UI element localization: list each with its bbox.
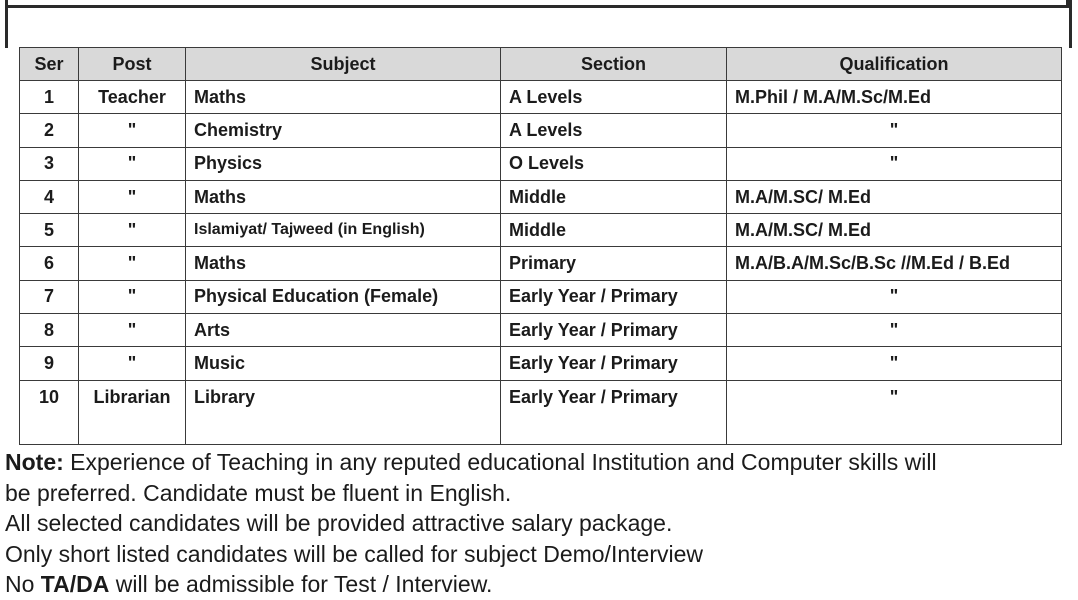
cell-subject: Maths bbox=[186, 180, 501, 213]
tada-suffix: will be admissible for Test / Interview. bbox=[109, 571, 493, 597]
cell-post: Librarian bbox=[79, 380, 186, 444]
cell-subject: Library bbox=[186, 380, 501, 444]
cell-ser: 4 bbox=[20, 180, 79, 213]
cell-section: Early Year / Primary bbox=[501, 280, 727, 313]
cell-section: A Levels bbox=[501, 81, 727, 114]
header-subject: Subject bbox=[186, 48, 501, 81]
header-qualification: Qualification bbox=[727, 48, 1062, 81]
header-ser: Ser bbox=[20, 48, 79, 81]
table-row bbox=[20, 147, 1062, 180]
cell-ser: 9 bbox=[20, 347, 79, 380]
cell-post: " bbox=[79, 280, 186, 313]
cell-qualification: M.A/M.SC/ M.Ed bbox=[727, 214, 1062, 247]
note-text-line1: Experience of Teaching in any reputed educational Institution and Computer skills will bbox=[63, 449, 937, 475]
cell-post: " bbox=[79, 247, 186, 280]
cell-subject: Music bbox=[186, 347, 501, 380]
table-row bbox=[20, 114, 1062, 147]
cell-subject: Islamiyat/ Tajweed (in English) bbox=[186, 214, 501, 247]
header-post: Post bbox=[79, 48, 186, 81]
cell-subject: Physics bbox=[186, 147, 501, 180]
cell-subject: Arts bbox=[186, 314, 501, 347]
cell-qualification: M.A/M.SC/ M.Ed bbox=[727, 180, 1062, 213]
table-header-row bbox=[20, 48, 1062, 81]
table-row bbox=[20, 347, 1062, 380]
shortlist-note: Only short listed candidates will be called for subject Demo/Interview bbox=[5, 540, 703, 567]
cell-ser: 7 bbox=[20, 280, 79, 313]
cell-section: Middle bbox=[501, 214, 727, 247]
cell-section: O Levels bbox=[501, 147, 727, 180]
table-row bbox=[20, 247, 1062, 280]
cell-post: " bbox=[79, 147, 186, 180]
cell-ser: 6 bbox=[20, 247, 79, 280]
cell-section: Early Year / Primary bbox=[501, 314, 727, 347]
note-text-line2: be preferred. Candidate must be fluent in English. bbox=[5, 479, 512, 506]
cell-post: Teacher bbox=[79, 81, 186, 114]
cell-qualification: M.Phil / M.A/M.Sc/M.Ed bbox=[727, 81, 1062, 114]
cell-ser: 1 bbox=[20, 81, 79, 114]
note-paragraph bbox=[5, 447, 1073, 478]
cell-qualification: " bbox=[727, 114, 1062, 147]
cell-ser: 3 bbox=[20, 147, 79, 180]
cell-post: " bbox=[79, 180, 186, 213]
tada-prefix: No bbox=[5, 571, 41, 597]
cell-section: Middle bbox=[501, 180, 727, 213]
cell-ser: 5 bbox=[20, 214, 79, 247]
notes-section bbox=[5, 447, 1073, 600]
table-row bbox=[20, 380, 1062, 444]
cell-section: Early Year / Primary bbox=[501, 347, 727, 380]
cell-qualification: " bbox=[727, 347, 1062, 380]
cell-qualification: " bbox=[727, 314, 1062, 347]
tada-note bbox=[5, 569, 1073, 600]
cell-section: Early Year / Primary bbox=[501, 380, 727, 444]
cell-section: Primary bbox=[501, 247, 727, 280]
cell-qualification: M.A/B.A/M.Sc/B.Sc //M.Ed / B.Ed bbox=[727, 247, 1062, 280]
cell-section: A Levels bbox=[501, 114, 727, 147]
table-row bbox=[20, 180, 1062, 213]
cell-subject: Maths bbox=[186, 247, 501, 280]
table-row bbox=[20, 314, 1062, 347]
cell-post: " bbox=[79, 314, 186, 347]
table-row bbox=[20, 214, 1062, 247]
cell-qualification: " bbox=[727, 280, 1062, 313]
cell-ser: 10 bbox=[20, 380, 79, 444]
vacancies-table bbox=[19, 47, 1062, 445]
cell-qualification: " bbox=[727, 380, 1062, 444]
table-row bbox=[20, 81, 1062, 114]
cell-subject: Chemistry bbox=[186, 114, 501, 147]
frame-right-edge bbox=[1069, 0, 1072, 48]
header-section: Section bbox=[501, 48, 727, 81]
cell-post: " bbox=[79, 114, 186, 147]
cell-ser: 8 bbox=[20, 314, 79, 347]
note-label: Note: bbox=[5, 449, 64, 475]
top-frame-bar bbox=[5, 0, 1069, 8]
cell-ser: 2 bbox=[20, 114, 79, 147]
cell-subject: Physical Education (Female) bbox=[186, 280, 501, 313]
cell-subject: Maths bbox=[186, 81, 501, 114]
cell-post: " bbox=[79, 214, 186, 247]
frame-left-edge bbox=[5, 0, 8, 48]
table-row bbox=[20, 280, 1062, 313]
cell-qualification: " bbox=[727, 147, 1062, 180]
salary-note: All selected candidates will be provided attractive salary package. bbox=[5, 510, 673, 536]
tada-bold: TA/DA bbox=[40, 571, 110, 597]
cell-post: " bbox=[79, 347, 186, 380]
